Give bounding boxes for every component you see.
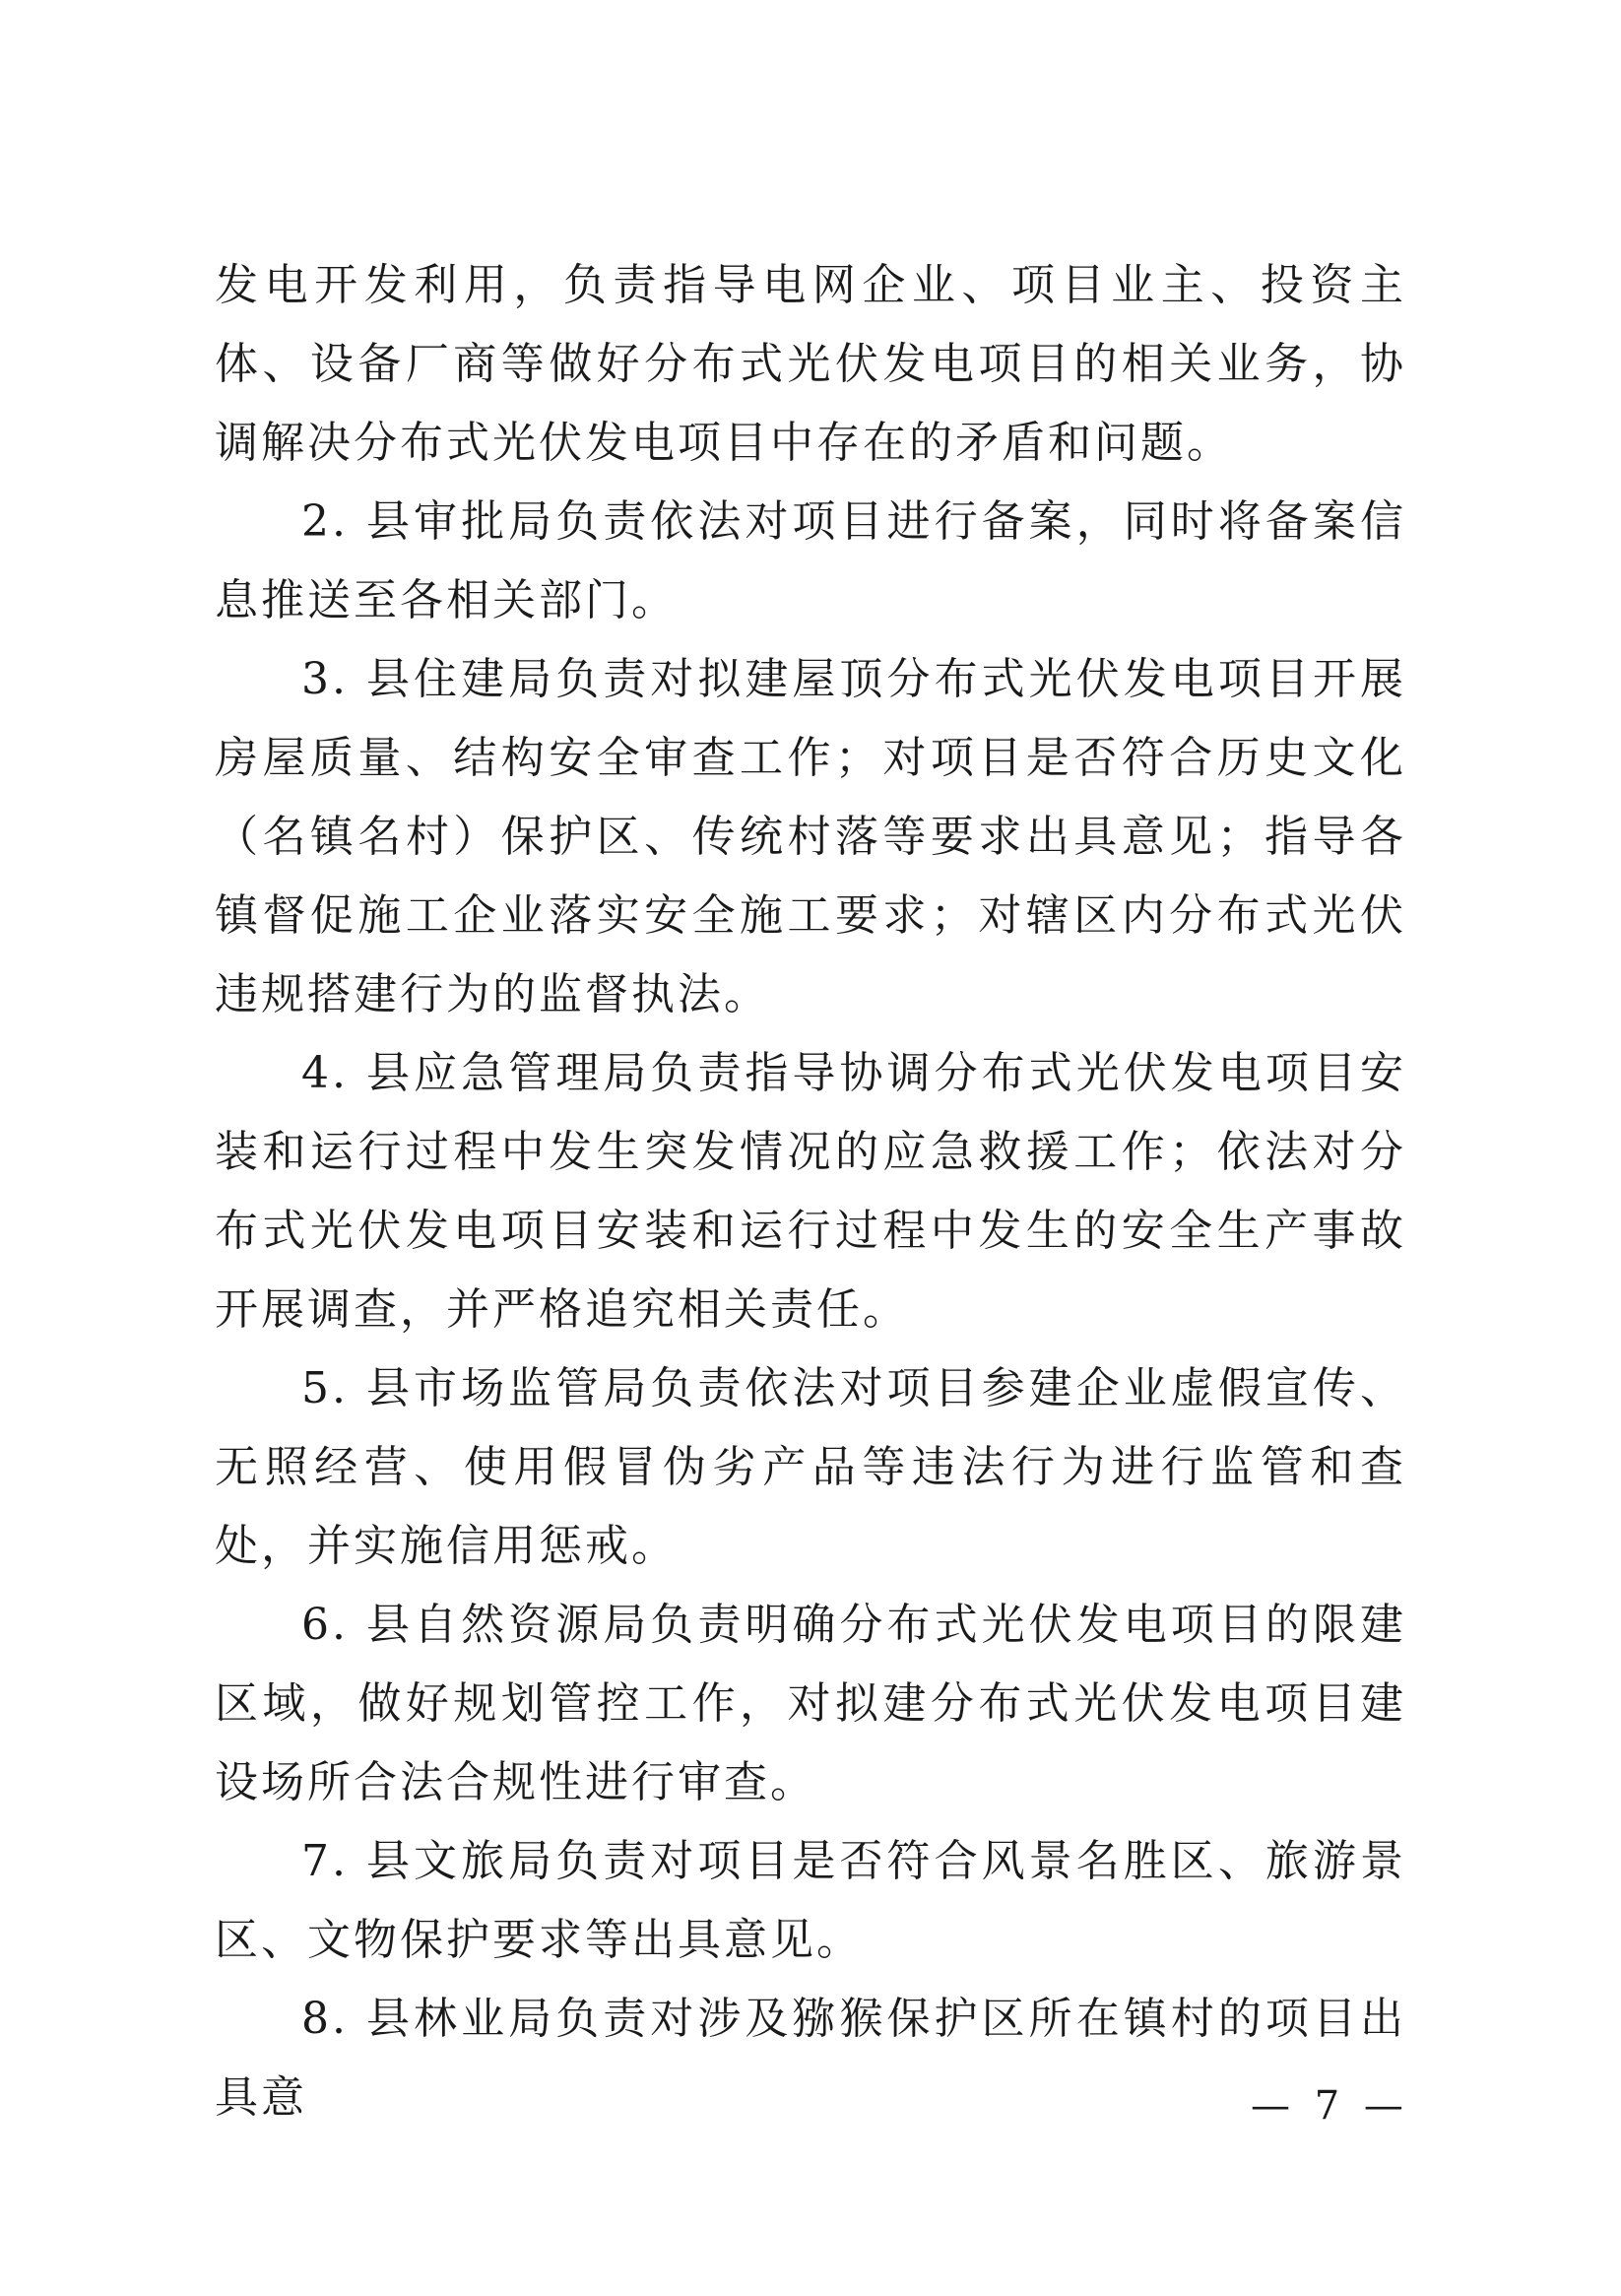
paragraph-item-4: 4. 县应急管理局负责指导协调分布式光伏发电项目安装和运行过程中发生突发情况的应急救援工作；依法对分布式光伏发电项目安装和运行过程中发生的安全生产事故开展调查，并严格追究相关责任。 — [215, 1048, 1406, 1335]
paragraph-item-8: 8. 县林业局负责对涉及猕猴保护区所在镇村的项目出具意 — [215, 1994, 1406, 2123]
paragraph-item-7: 7. 县文旅局负责对项目是否符合风景名胜区、旅游景区、文物保护要求等出具意见。 — [215, 1836, 1406, 1965]
paragraph-item-5: 5. 县市场监管局负责依法对项目参建企业虚假宣传、无照经营、使用假冒伪劣产品等违法行为进行监管和查处，并实施信用惩戒。 — [215, 1363, 1406, 1571]
page-number: — 7 — — [1251, 2083, 1409, 2129]
paragraph-item-6: 6. 县自然资源局负责明确分布式光伏发电项目的限建区域，做好规划管控工作，对拟建分布式光伏发电项目建设场所合法合规性进行审查。 — [215, 1600, 1406, 1807]
document-body — [215, 246, 1406, 2137]
paragraph-item-2: 2. 县审批局负责依法对项目进行备案，同时将备案信息推送至各相关部门。 — [215, 496, 1406, 625]
paragraph-continuation: 发电开发利用，负责指导电网企业、项目业主、投资主体、设备厂商等做好分布式光伏发电项目的相关业务，协调解决分布式光伏发电项目中存在的矛盾和问题。 — [215, 260, 1406, 468]
paragraph-item-3: 3. 县住建局负责对拟建屋顶分布式光伏发电项目开展房屋质量、结构安全审查工作；对项目是否符合历史文化（名镇名村）保护区、传统村落等要求出具意见；指导各镇督促施工企业落实安全施工要求；对辖区内分布式光伏违规搭建行为的监督执法。 — [215, 654, 1406, 1019]
